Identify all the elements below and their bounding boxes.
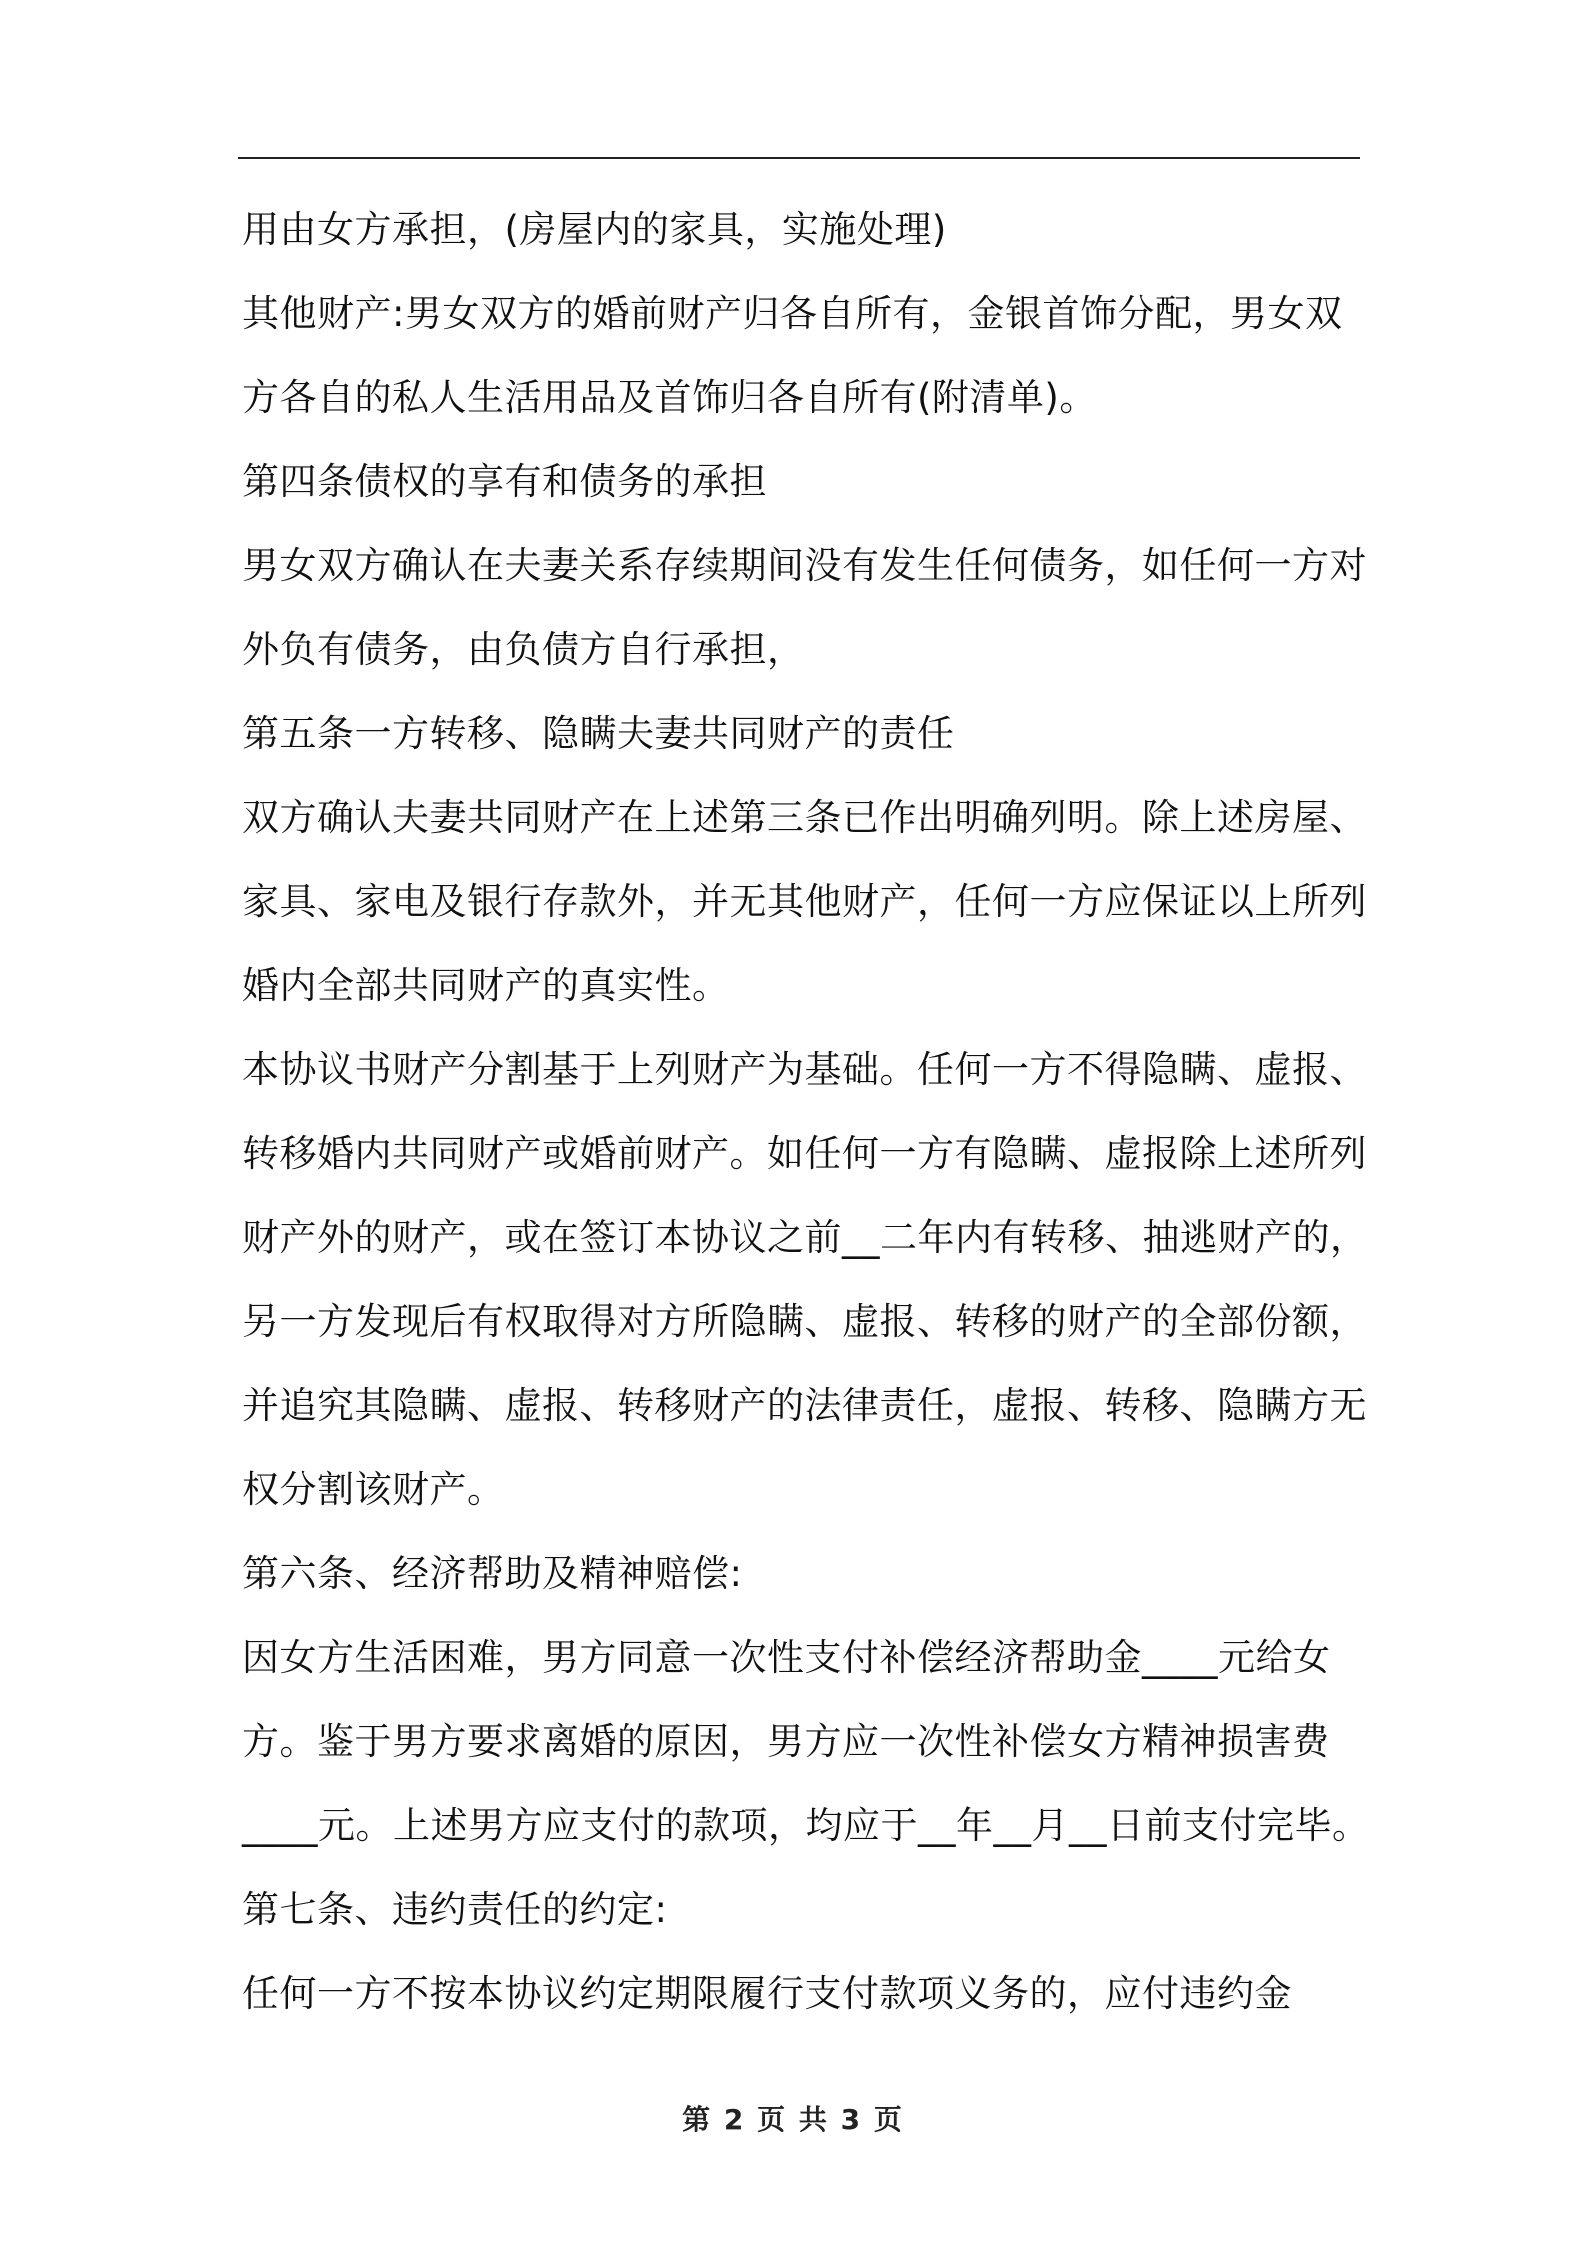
section-heading: 第六条、经济帮助及精神赔偿: xyxy=(242,1552,743,1595)
section-heading: 第七条、违约责任的约定: xyxy=(242,1888,668,1931)
text-line: 其他财产:男女双方的婚前财产归各自所有，金银首饰分配，男女双 xyxy=(242,292,1343,335)
text-line: 并追究其隐瞒、虚报、转移财产的法律责任，虚报、转移、隐瞒方无 xyxy=(242,1384,1367,1427)
section-heading: 第五条一方转移、隐瞒夫妻共同财产的责任 xyxy=(242,712,955,755)
text-line: 财产外的财产，或在签订本协议之前__二年内有转移、抽逃财产的， xyxy=(242,1216,1368,1259)
text-line: ____元。上述男方应支付的款项，均应于__年__月__日前支付完毕。 xyxy=(242,1804,1370,1847)
page-number-footer: 第 2 页 共 3 页 xyxy=(682,2103,904,2136)
text-line: 因女方生活困难，男方同意一次性支付补偿经济帮助金____元给女 xyxy=(242,1636,1331,1679)
text-line: 任何一方不按本协议约定期限履行支付款项义务的，应付违约金 xyxy=(242,1972,1292,2015)
text-line: 方。鉴于男方要求离婚的原因，男方应一次性补偿女方精神损害费 xyxy=(242,1720,1330,1763)
document-body xyxy=(242,202,1382,2050)
text-line: 男女双方确认在夫妻关系存续期间没有发生任何债务，如任何一方对 xyxy=(242,544,1367,587)
text-line: 用由女方承担，(房屋内的家具，实施处理) xyxy=(242,208,947,251)
text-line: 双方确认夫妻共同财产在上述第三条已作出明确列明。除上述房屋、 xyxy=(242,796,1367,839)
text-line: 方各自的私人生活用品及首饰归各自所有(附清单)。 xyxy=(242,376,1097,419)
text-line: 权分割该财产。 xyxy=(242,1468,505,1511)
text-line: 外负有债务，由负债方自行承担， xyxy=(242,628,805,671)
text-line: 婚内全部共同财产的真实性。 xyxy=(242,964,730,1007)
text-line: 转移婚内共同财产或婚前财产。如任何一方有隐瞒、虚报除上述所列 xyxy=(242,1132,1367,1175)
header-rule xyxy=(238,157,1360,159)
text-line: 本协议书财产分割基于上列财产为基础。任何一方不得隐瞒、虚报、 xyxy=(242,1048,1367,1091)
text-line: 另一方发现后有权取得对方所隐瞒、虚报、转移的财产的全部份额， xyxy=(242,1300,1367,1343)
text-line: 家具、家电及银行存款外，并无其他财产，任何一方应保证以上所列 xyxy=(242,880,1367,923)
section-heading: 第四条债权的享有和债务的承担 xyxy=(242,460,767,503)
